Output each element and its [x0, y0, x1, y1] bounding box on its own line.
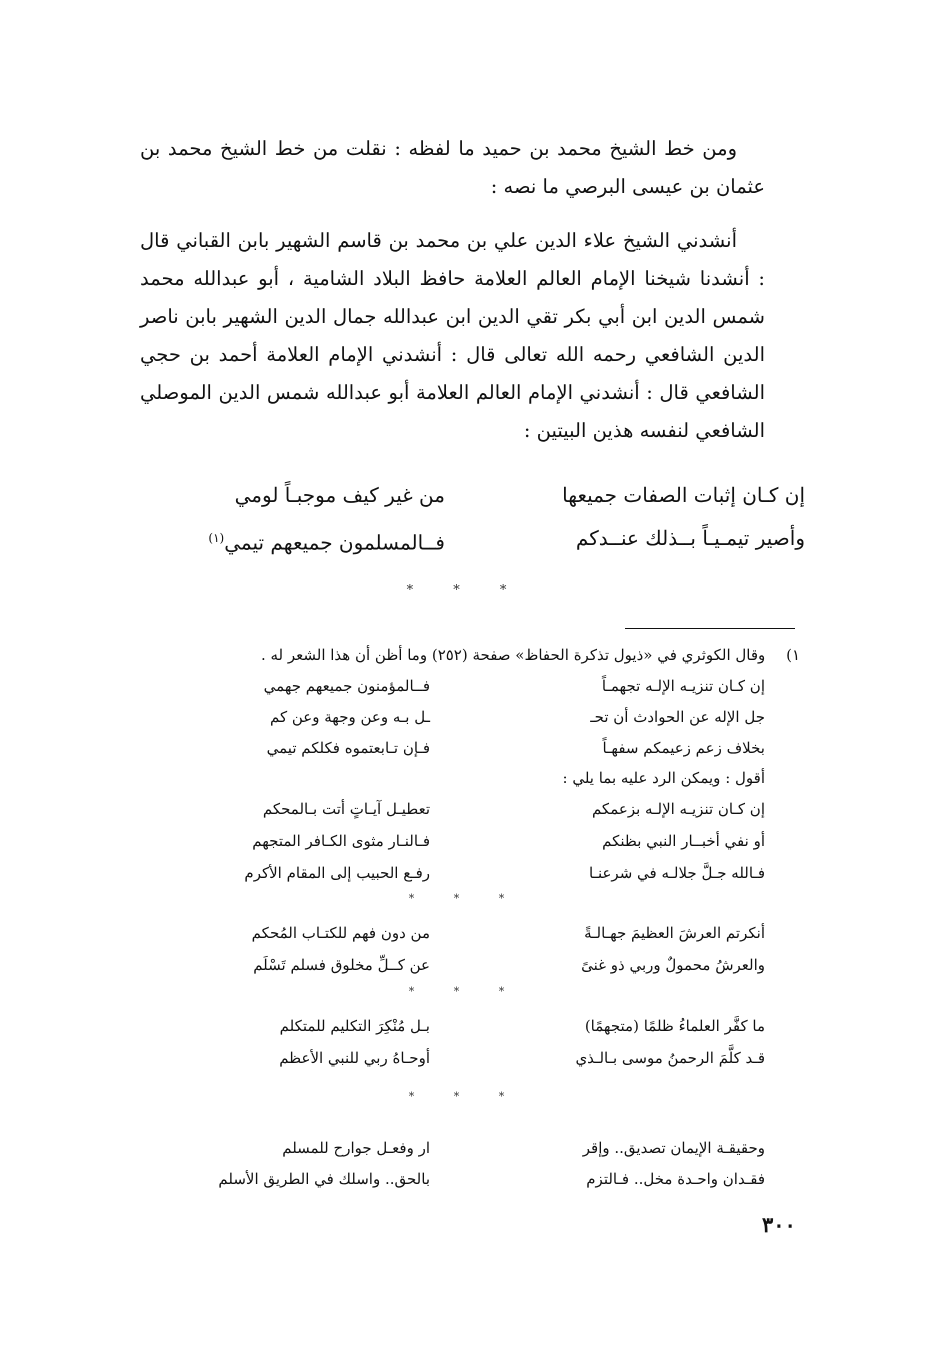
verse-hemistich: عن كــلِّ مخلوق فسلم تَسْلَم — [253, 956, 430, 974]
verse-hemistich: جل الإله عن الحوادث أن تحـ — [590, 708, 765, 726]
paragraph-intro-rest: عثمان بن عيسى البرصي ما نصه : — [490, 175, 765, 198]
verse-hemistich: بـل مُنْكِرَ التكليم للمتكلم — [279, 1017, 430, 1035]
verse-hemistich: أنكرتم العرشَ العظيمَ جهـالـةً — [584, 924, 765, 942]
footnote-label: ١) — [786, 646, 800, 664]
verse-hemistich — [208, 518, 445, 563]
verse-line — [140, 475, 805, 515]
paragraph-intro — [140, 130, 765, 206]
paragraph-chain-rest: أنشدنا شيخنا الإمام العالم العلامة حافظ البلاد الشامية ، أبو عبدالله محمد شمس الدين ابن أبي بكر تقي الدين ابن عبدالله جمال الدين الشهير بابن ناصر الدين الشافعي رحمه الله تعالى قال : أنشدني الإمام العلامة أحمد بن حجي الشافعي قال : أنشدني الإمام العالم العلامة أبو عبدالله شمس الدين الموصلي الشافعي لنفسه هذين البيتين : — [140, 267, 765, 442]
footnote-reply — [140, 763, 765, 793]
footnote-verse — [140, 1133, 765, 1163]
paragraph-intro-first: ومن خط الشيخ محمد بن حميد ما لفظه : نقلت من خط الشيخ محمد بن — [140, 137, 737, 160]
verse-hemistich: بخلاف زعم زعيمكم سفهـاً — [602, 739, 765, 757]
verse-hemistich: إن كـان تنزيـه الإلـه بزعمكم — [591, 800, 765, 818]
footnote-verse — [140, 1043, 765, 1073]
verse-hemistich: قـد كلَّمَ الرحمنُ موسى بـالـذي — [575, 1049, 765, 1067]
footnote-verse — [140, 826, 765, 856]
verse-hemistich: من دون فهم للكتـاب المُحكم — [251, 924, 430, 942]
verse-hemistich: ـل بـه وعن وجهة وعن كم — [269, 708, 430, 726]
footnote-verse — [140, 1164, 765, 1194]
verse-hemistich: ار وفعـل جوارح للمسلم — [282, 1139, 430, 1157]
verse-hemistich: تعطيـل آيـاتٍ أتت بـالمحكم — [262, 800, 430, 818]
footnote-rule — [625, 628, 795, 629]
paragraph-chain-first: أنشدني الشيخ علاء الدين علي بن محمد بن قاسم الشهير بابن القباني قال : — [140, 229, 765, 290]
verse-hemistich: أو نفي أخبــار النبي بظنكم — [602, 832, 765, 850]
footnote-verse — [140, 950, 765, 980]
footnote-text: وقال الكوثري في «ذيول تذكرة الحفاظ» صفحة (٢٥٢) وما أظن أن هذا الشعر له . — [260, 646, 766, 664]
footnote-verse — [140, 918, 765, 948]
verse-hemistich: فــالمؤمنون جميعهم جهمي — [263, 677, 430, 695]
verse-hemistich: بالحق.. واسلك في الطريق الأسلم — [218, 1170, 430, 1188]
footnote-verse — [140, 1011, 765, 1041]
verse-hemistich: إن كـان تنزيـه الإلـه تجهمـاً — [601, 677, 765, 695]
footnote-verse — [140, 671, 765, 701]
footnote-verse — [140, 858, 765, 888]
verse-hemistich: فقـدان واحـدة مخل.. فـالتزم — [586, 1170, 765, 1188]
verse-hemistich: فـإن تـابعتموه فكلكم تيمي — [266, 739, 430, 757]
section-separator: * * * — [408, 892, 523, 905]
page-number: ٣٠٠ — [762, 1212, 796, 1237]
verse-hemistich: وحقيقـة الإيمان تصديق.. وإقر — [582, 1139, 765, 1157]
section-separator: * * * — [408, 985, 523, 998]
verse-hemistich: إن كـان إثبات الصفات جميعها — [562, 483, 805, 507]
section-separator: * * * — [406, 583, 525, 598]
verse-line — [140, 518, 805, 558]
verse-hemistich: أوحـاهُ ربي للنبي الأعظم — [279, 1049, 430, 1067]
reply-text: أقول : ويمكن الرد عليه بما يلي : — [562, 769, 765, 787]
footnote-ref: (١) — [208, 531, 225, 545]
footnote-verse — [140, 794, 765, 824]
verse-text: فــالمسلمون جميعهم تيمي — [224, 530, 445, 555]
section-separator: * * * — [408, 1090, 523, 1103]
verse-hemistich: فـالله جـلَّ جلالـه في شرعنـا — [588, 864, 765, 882]
verse-hemistich: فـالنـار مثوى الكـافر المتجهم — [252, 832, 430, 850]
footnote-verse — [140, 702, 765, 732]
verse-hemistich: رفـع الحبيب إلى المقام الأكرم — [244, 864, 430, 882]
verse-hemistich: والعرشُ محمولٌ وربي ذو غنىً — [581, 956, 765, 974]
footnote-verse — [140, 733, 765, 763]
verse-hemistich: من غير كيف موجبـاً لومي — [234, 483, 445, 507]
verse-hemistich: وأصير تيمـيـاً بــذلك عنــدكم — [575, 526, 805, 550]
paragraph-chain — [140, 222, 765, 450]
verse-hemistich: ما كفَّر العلماءُ ظلمًا (متجهمًا) — [584, 1017, 765, 1035]
footnote-intro — [140, 640, 800, 670]
